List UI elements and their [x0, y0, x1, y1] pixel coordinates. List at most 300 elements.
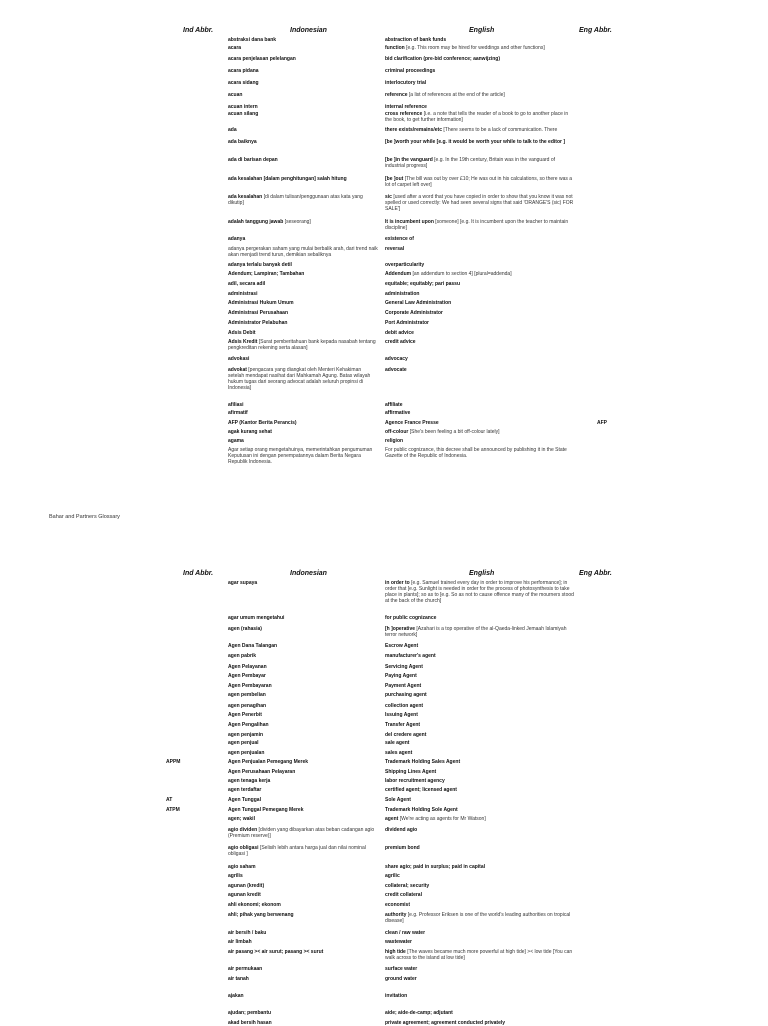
english-note: [The waves became much more powerful at high tide] >< low tide [You can walk across to the island at low tide] — [385, 949, 573, 961]
indonesian-term: agen penjualan — [228, 750, 265, 756]
english-term: Paying Agent — [385, 673, 417, 679]
indonesian-cell — [228, 912, 378, 918]
indonesian-cell — [228, 402, 378, 408]
indonesian-cell — [228, 320, 378, 326]
indonesian-term: Agen Tunggal Pemegang Merek — [228, 807, 304, 813]
english-term: reference — [385, 92, 408, 98]
english-cell — [385, 271, 575, 277]
indonesian-term: Agen Dana Talangan — [228, 643, 278, 649]
indonesian-term: Agen Pelayanan — [228, 664, 267, 670]
english-cell — [385, 902, 575, 908]
indonesian-cell — [228, 447, 378, 465]
english-term: for public cognizance — [385, 615, 437, 621]
indonesian-term: ada kesalahan [dalam penghitungan] salah hitung — [228, 176, 347, 182]
english-cell — [385, 157, 575, 169]
indonesian-term: air limbah — [228, 939, 252, 945]
indonesian-cell — [228, 883, 378, 889]
english-term: Servicing Agent — [385, 664, 423, 670]
indonesian-term: adanya — [228, 236, 246, 242]
english-term: existence of — [385, 236, 414, 242]
english-cell — [385, 68, 575, 74]
english-term: reversal — [385, 246, 405, 252]
indonesian-term: ada — [228, 127, 237, 133]
indonesian-term: agen penjual — [228, 740, 259, 746]
indonesian-cell — [228, 310, 378, 316]
indonesian-cell — [228, 45, 378, 51]
english-cell — [385, 653, 575, 659]
ind-abbr-cell: AT — [166, 797, 173, 803]
indonesian-term: Agen Pembayar — [228, 673, 266, 679]
english-term: agrilic — [385, 873, 400, 879]
indonesian-cell — [228, 56, 378, 62]
english-cell — [385, 281, 575, 287]
indonesian-term: acara sidang — [228, 80, 259, 86]
english-term: Payment Agent — [385, 683, 422, 689]
english-term: authority — [385, 912, 407, 918]
indonesian-term: Administrasi Hukum Umum — [228, 300, 294, 306]
english-cell — [385, 37, 575, 43]
english-cell — [385, 769, 575, 775]
english-cell — [385, 300, 575, 306]
indonesian-term: agen; wakil — [228, 816, 255, 822]
indonesian-cell — [228, 615, 378, 621]
english-term: religion — [385, 438, 404, 444]
english-term: share agio; paid in surplus; paid in capital — [385, 864, 486, 870]
english-cell — [385, 111, 575, 123]
english-cell — [385, 864, 575, 870]
english-cell — [385, 797, 575, 803]
indonesian-term: agen tenaga kerja — [228, 778, 271, 784]
english-cell — [385, 873, 575, 879]
indonesian-cell — [228, 157, 378, 163]
english-cell — [385, 330, 575, 336]
english-note: [The bill was out by over £10; He was out in his calculations, so there was a lot of carpet left over] — [385, 176, 573, 188]
indonesian-note: adanya pergerakan saham yang mulai berbalik arah, dari trend naik akan menjadi trend turun, demikian sebaliknya — [228, 246, 378, 258]
english-cell — [385, 939, 575, 945]
english-cell — [385, 912, 575, 924]
indonesian-term: air permukaan — [228, 966, 263, 972]
ind-abbr-cell: APPM — [166, 759, 181, 765]
indonesian-term: advokat — [228, 367, 247, 373]
indonesian-term: afiliasi — [228, 402, 244, 408]
english-term: sic — [385, 194, 392, 200]
english-cell — [385, 420, 575, 426]
english-term: credit collateral — [385, 892, 422, 898]
indonesian-cell — [228, 429, 378, 435]
indonesian-cell — [228, 262, 378, 268]
indonesian-term: akad bersih hasan — [228, 1020, 272, 1026]
english-note: [Azahari is a top operative of the al-Qaeda-linked Jemaah Islamiyah terror network] — [385, 626, 567, 638]
english-note: For public cognizance, this decree shall be announced by publishing it in the State Gazette of the Republic of Indonesia. — [385, 447, 567, 459]
indonesian-cell — [228, 139, 378, 145]
english-term: private agreement; agreement conducted privately — [385, 1020, 506, 1026]
english-note: [e.g. Professor Eriksen is one of the world's leading authorities on tropical disease] — [385, 912, 571, 924]
english-term: purchasing agent — [385, 692, 427, 698]
english-term: sales agent — [385, 750, 413, 756]
english-term: interlocutory trial — [385, 80, 427, 86]
indonesian-cell — [228, 104, 378, 110]
indonesian-cell — [228, 367, 378, 391]
indonesian-cell — [228, 816, 378, 822]
english-term: sale agent — [385, 740, 410, 746]
english-term: Trademark Holding Sales Agent — [385, 759, 461, 765]
english-term: [be ]in the vanguard — [385, 157, 433, 163]
indonesian-term: agen penagihan — [228, 703, 267, 709]
indonesian-cell — [228, 732, 378, 738]
english-cell — [385, 80, 575, 86]
header-english: English — [469, 570, 495, 577]
english-cell — [385, 816, 575, 822]
english-cell — [385, 949, 575, 961]
english-cell — [385, 320, 575, 326]
indonesian-term: agen terdaftar — [228, 787, 262, 793]
english-cell — [385, 45, 575, 51]
indonesian-note: [Selisih lebih antara harga jual dan nilai nominal obligasi ] — [228, 845, 366, 857]
english-term: clean / raw water — [385, 930, 426, 936]
english-term: overparticularity — [385, 262, 425, 268]
indonesian-term: ajakan — [228, 993, 244, 999]
english-cell — [385, 827, 575, 833]
english-term: wastewater — [385, 939, 412, 945]
indonesian-cell — [228, 722, 378, 728]
indonesian-term: Administrator Pelabuhan — [228, 320, 288, 326]
english-term: ground water — [385, 976, 417, 982]
english-cell — [385, 664, 575, 670]
english-term: Escrow Agent — [385, 643, 419, 649]
indonesian-term: acara pidana — [228, 68, 259, 74]
english-term: invitation — [385, 993, 408, 999]
indonesian-term: agar supaya — [228, 580, 258, 586]
indonesian-note: [seseorang] — [283, 219, 311, 225]
english-cell — [385, 291, 575, 297]
indonesian-term: acuan silang — [228, 111, 259, 117]
indonesian-term: agen pembelian — [228, 692, 266, 698]
english-cell — [385, 56, 575, 62]
eng-abbr-cell: AFP — [597, 420, 607, 426]
english-cell — [385, 194, 575, 212]
english-cell — [385, 236, 575, 242]
indonesian-cell — [228, 300, 378, 306]
header-english: English — [469, 27, 495, 34]
indonesian-term: adil, secara adil — [228, 281, 266, 287]
indonesian-cell — [228, 219, 378, 225]
english-term: equitable; equitably; pari passu — [385, 281, 461, 287]
indonesian-term: AFP (Kantor Berita Perancis) — [228, 420, 297, 426]
english-cell — [385, 930, 575, 936]
english-note: [i.e. a note that tells the reader of a book to go to another place in the book, to get further information] — [385, 111, 569, 123]
english-cell — [385, 410, 575, 416]
english-cell — [385, 615, 575, 621]
indonesian-term: air bersih / baku — [228, 930, 267, 936]
english-cell — [385, 339, 575, 345]
indonesian-cell — [228, 673, 378, 679]
indonesian-cell — [228, 949, 378, 955]
english-cell — [385, 673, 575, 679]
english-cell — [385, 643, 575, 649]
indonesian-note: [dividen yang dibayarkan atas beban cadangan agio (Premium reserve)] — [228, 827, 375, 839]
english-term: advocate — [385, 367, 407, 373]
english-cell — [385, 1010, 575, 1016]
indonesian-term: ahli ekonomi; ekonom — [228, 902, 281, 908]
indonesian-term: ahli; pihak yang berwenang — [228, 912, 294, 918]
indonesian-cell — [228, 1010, 378, 1016]
indonesian-term: ada baiknya — [228, 139, 257, 145]
english-cell — [385, 92, 575, 98]
indonesian-cell — [228, 194, 378, 206]
indonesian-term: adanya terlalu banyak detil — [228, 262, 292, 268]
indonesian-term: agen pabrik — [228, 653, 257, 659]
indonesian-cell — [228, 930, 378, 936]
indonesian-cell — [228, 37, 378, 43]
indonesian-term: Administrasi Perusahaan — [228, 310, 289, 316]
indonesian-term: ada kesalahan — [228, 194, 263, 200]
indonesian-cell — [228, 410, 378, 416]
indonesian-cell — [228, 787, 378, 793]
english-term: agent — [385, 816, 399, 822]
indonesian-cell — [228, 246, 378, 258]
english-term: Sole Agent — [385, 797, 411, 803]
indonesian-term: Adsis Kredit — [228, 339, 258, 345]
english-cell — [385, 993, 575, 999]
english-cell — [385, 447, 575, 459]
indonesian-note: Agar setiap orang mengetahuinya, memerintahkan pengumuman Keputusan ini dengan penempatannya dalam Berita Negara Republik Indonesia. — [228, 447, 373, 465]
indonesian-term: agak kurang sehat — [228, 429, 272, 435]
indonesian-cell — [228, 356, 378, 362]
english-cell — [385, 892, 575, 898]
indonesian-cell — [228, 939, 378, 945]
english-term: debit advice — [385, 330, 414, 336]
english-term: Port Administrator — [385, 320, 429, 326]
indonesian-cell — [228, 902, 378, 908]
indonesian-cell — [228, 807, 378, 813]
header-eng-abbr: Eng Abbr. — [579, 27, 612, 34]
english-term: advocacy — [385, 356, 408, 362]
english-cell — [385, 722, 575, 728]
english-note: [There seems to be a lack of communication. There — [441, 127, 558, 133]
english-term: there exists/remains/etc — [385, 127, 442, 133]
english-term: credit advice — [385, 339, 416, 345]
indonesian-cell — [228, 643, 378, 649]
indonesian-cell — [228, 892, 378, 898]
english-cell — [385, 356, 575, 362]
indonesian-cell — [228, 1020, 378, 1026]
english-cell — [385, 367, 575, 373]
english-term: collection agent — [385, 703, 424, 709]
indonesian-cell — [228, 769, 378, 775]
english-note: [We're acting as agents for Mr Watson] — [398, 816, 486, 822]
english-term: abstraction of bank funds — [385, 37, 447, 43]
english-term: [h ]operative — [385, 626, 416, 632]
english-term: certified agent; licensed agent — [385, 787, 457, 793]
indonesian-cell — [228, 291, 378, 297]
english-term: high tide — [385, 949, 406, 955]
english-cell — [385, 778, 575, 784]
english-note: [She's been feeling a bit off-colour lately] — [408, 429, 500, 435]
english-cell — [385, 626, 575, 638]
indonesian-term: advokasi — [228, 356, 250, 362]
indonesian-term: Agen Penerbit — [228, 712, 262, 718]
english-cell — [385, 750, 575, 756]
english-cell — [385, 1020, 575, 1026]
indonesian-term: agio saham — [228, 864, 256, 870]
indonesian-cell — [228, 750, 378, 756]
indonesian-term: Agen Tunggal — [228, 797, 261, 803]
indonesian-term: acara penjelasan pelelangan — [228, 56, 296, 62]
indonesian-cell — [228, 966, 378, 972]
english-cell — [385, 402, 575, 408]
indonesian-cell — [228, 420, 378, 426]
english-note: [an addendum to section 4] [plural=addenda] — [411, 271, 512, 277]
indonesian-note: [di dalam tulisan/penggunaan atas kata yang dikutip] — [228, 194, 363, 206]
english-term: criminal proceedings — [385, 68, 436, 74]
indonesian-cell — [228, 845, 378, 857]
english-term: collateral; security — [385, 883, 430, 889]
header-indonesian: Indonesian — [290, 570, 327, 577]
indonesian-cell — [228, 92, 378, 98]
english-cell — [385, 429, 575, 435]
english-term: surface water — [385, 966, 418, 972]
indonesian-cell — [228, 703, 378, 709]
english-cell — [385, 845, 575, 851]
indonesian-cell — [228, 127, 378, 133]
english-cell — [385, 683, 575, 689]
english-term: Agence France Presse — [385, 420, 439, 426]
english-term: affirmative — [385, 410, 411, 416]
english-cell — [385, 104, 575, 110]
english-cell — [385, 976, 575, 982]
english-note: [e.g. In the 19th century, Britain was in the vanguard of industrial progress] — [385, 157, 555, 169]
page-footer: Bahar and Partners Glossary — [49, 514, 120, 520]
indonesian-term: agama — [228, 438, 244, 444]
indonesian-term: air tanah — [228, 976, 249, 982]
indonesian-cell — [228, 176, 378, 182]
indonesian-cell — [228, 873, 378, 879]
indonesian-term: Agen Penjualan Pemegang Merek — [228, 759, 309, 765]
english-term: Addendum — [385, 271, 412, 277]
english-cell — [385, 438, 575, 444]
english-cell — [385, 139, 575, 145]
english-term: [be ]worth your while [e.g. it would be worth your while to talk to the editor ] — [385, 139, 565, 145]
indonesian-cell — [228, 111, 378, 117]
english-term: It is incumbent upon — [385, 219, 434, 225]
english-term: [be ]out — [385, 176, 404, 182]
english-term: economist — [385, 902, 411, 908]
english-term: function — [385, 45, 405, 51]
english-term: Issuing Agent — [385, 712, 418, 718]
indonesian-term: ajudan; pembantu — [228, 1010, 272, 1016]
indonesian-cell — [228, 976, 378, 982]
indonesian-term: Agen Pengalihan — [228, 722, 269, 728]
indonesian-cell — [228, 759, 378, 765]
indonesian-term: agio dividen — [228, 827, 258, 833]
indonesian-cell — [228, 339, 378, 351]
english-term: labor recruitment agency — [385, 778, 445, 784]
indonesian-term: acuan intern — [228, 104, 258, 110]
indonesian-cell — [228, 80, 378, 86]
indonesian-cell — [228, 330, 378, 336]
indonesian-term: Agen Perusahaan Pelayaran — [228, 769, 296, 775]
indonesian-term: agen (rahasia) — [228, 626, 262, 632]
english-term: internal reference — [385, 104, 427, 110]
indonesian-term: afirmatif — [228, 410, 248, 416]
english-term: in order to — [385, 580, 410, 586]
english-cell — [385, 759, 575, 765]
indonesian-cell — [228, 797, 378, 803]
header-indonesian: Indonesian — [290, 27, 327, 34]
indonesian-term: abstraksi dana bank — [228, 37, 277, 43]
english-note: [e.g. Samuel trained every day in order to improve his performance]; in order that [e.g. Sunlight is needed in order for the process of photosynthesis to take place in plants]; so as to [e.g. So as not to cause offence many of the mourners stood at the back of the church] — [385, 580, 574, 604]
header-ind-abbr: Ind Abbr. — [183, 570, 214, 577]
english-note: [used after a word that you have copied in order to show that you know it was not spelled or used correctly: We had seen several signs that said 'ORANGE'S (sic) FOR SALE'] — [385, 194, 574, 212]
indonesian-term: Agen Pembayaran — [228, 683, 272, 689]
english-term: cross reference — [385, 111, 423, 117]
indonesian-term: agio obligasi — [228, 845, 259, 851]
indonesian-cell — [228, 281, 378, 287]
english-term: Corporate Administrator — [385, 310, 443, 316]
indonesian-term: acuan — [228, 92, 243, 98]
english-cell — [385, 732, 575, 738]
indonesian-cell — [228, 778, 378, 784]
english-term: manufacturer's agent — [385, 653, 436, 659]
english-term: premium bond — [385, 845, 420, 851]
english-cell — [385, 703, 575, 709]
indonesian-note: [Surat pemberitahuan bank kepada nasabah tentang pengkreditan rekening serta alasan] — [228, 339, 376, 351]
indonesian-cell — [228, 626, 378, 632]
header-eng-abbr: Eng Abbr. — [579, 570, 612, 577]
indonesian-cell — [228, 271, 378, 277]
indonesian-cell — [228, 653, 378, 659]
english-term: administration — [385, 291, 420, 297]
indonesian-term: agar umum mengetahui — [228, 615, 285, 621]
english-cell — [385, 580, 575, 604]
english-term: affiliate — [385, 402, 403, 408]
indonesian-cell — [228, 993, 378, 999]
english-term: aide; aide-de-camp; adjutant — [385, 1010, 453, 1016]
english-cell — [385, 807, 575, 813]
english-cell — [385, 176, 575, 188]
indonesian-term: agrilis — [228, 873, 243, 879]
ind-abbr-cell: ATPM — [166, 807, 180, 813]
english-term: dividend agio — [385, 827, 418, 833]
indonesian-cell — [228, 68, 378, 74]
indonesian-term: Adendum; Lampiran; Tambahan — [228, 271, 305, 277]
indonesian-term: administrasi — [228, 291, 258, 297]
english-cell — [385, 883, 575, 889]
english-term: bid clarification (pre-bid conference; aanwijzing) — [385, 56, 501, 62]
english-note: [someone] [e.g. It is incumbent upon the teacher to maintain discipline] — [385, 219, 569, 231]
english-cell — [385, 966, 575, 972]
english-term: Trademark Holding Sole Agent — [385, 807, 458, 813]
indonesian-cell — [228, 236, 378, 242]
english-cell — [385, 219, 575, 231]
english-term: off-colour — [385, 429, 409, 435]
indonesian-cell — [228, 692, 378, 698]
english-cell — [385, 692, 575, 698]
indonesian-cell — [228, 683, 378, 689]
english-term: Shipping Lines Agent — [385, 769, 437, 775]
english-cell — [385, 310, 575, 316]
english-term: General Law Administration — [385, 300, 452, 306]
english-term: del credere agent — [385, 732, 427, 738]
english-term: Transfer Agent — [385, 722, 421, 728]
indonesian-cell — [228, 664, 378, 670]
indonesian-term: Adsis Debit — [228, 330, 256, 336]
english-cell — [385, 262, 575, 268]
english-cell — [385, 127, 575, 133]
indonesian-note: [pengacara yang diangkat oleh Menteri Kehakiman setelah mendapat nasihat dari Mahkamah Agung. Batas wilayah hukum tugas dari seorang advocat adalah seluruh propinsi di Indonesia] — [228, 367, 371, 391]
english-note: [a list of references at the end of the article] — [407, 92, 505, 98]
indonesian-term: agunan (kredit) — [228, 883, 265, 889]
